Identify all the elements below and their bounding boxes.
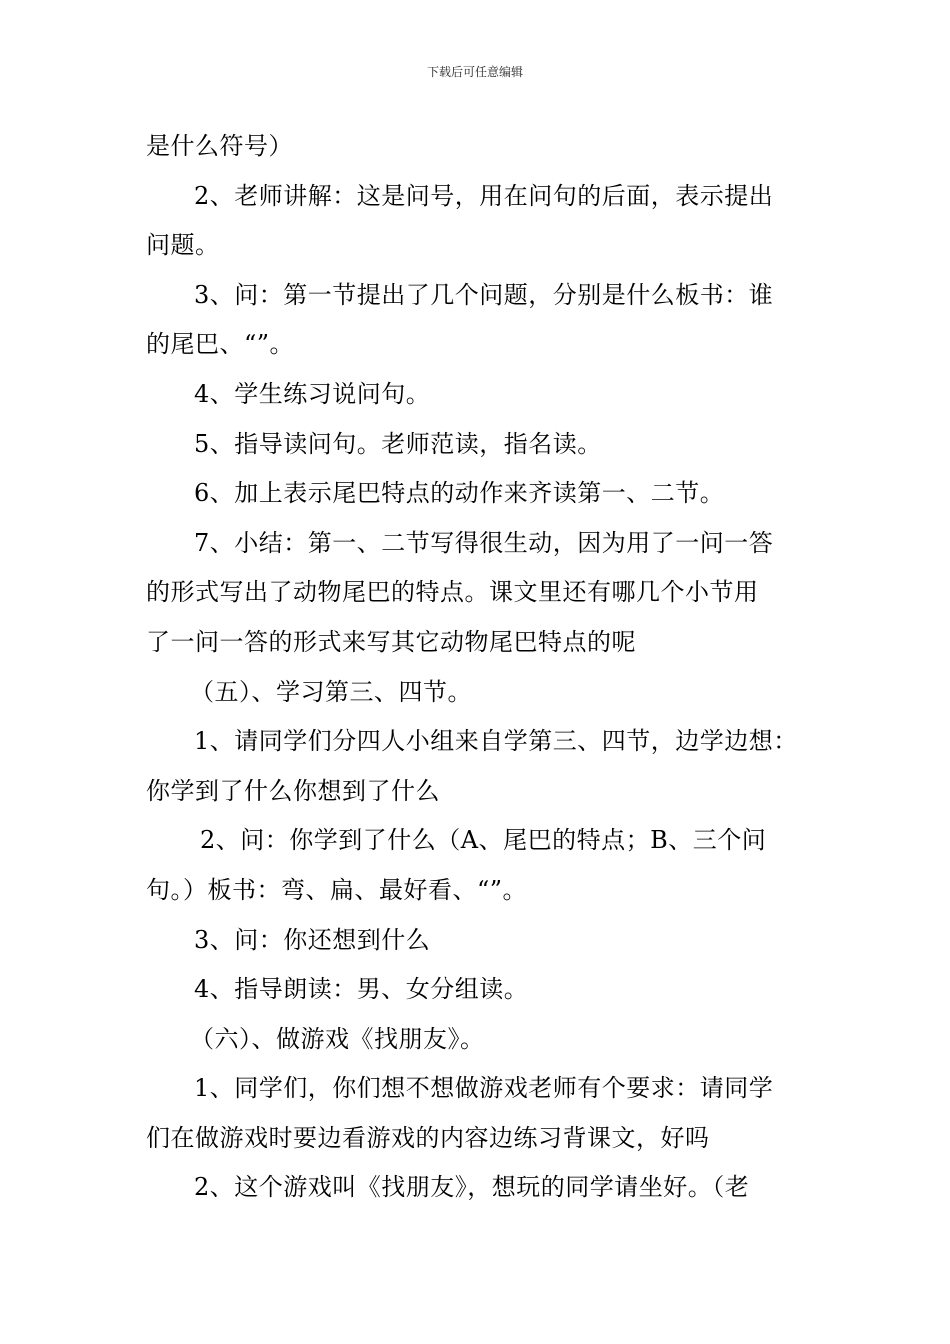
- text-line: 5、指导读问句。老师范读，指名读。: [194, 429, 602, 458]
- text-line: 1、请同学们分四人小组来自学第三、四节，边学边想：: [194, 727, 798, 756]
- text-line: 4、学生练习说问句。: [194, 379, 431, 408]
- section-heading: （五）、学习第三、四节。: [190, 677, 472, 706]
- text-line: 4、指导朗读：男、女分组读。: [194, 975, 529, 1004]
- text-line: 2、老师讲解：这是问号，用在问句的后面，表示提出: [194, 181, 774, 210]
- text-line: 的形式写出了动物尾巴的特点。课文里还有哪几个小节用: [146, 578, 759, 607]
- text-line: 你学到了什么你想到了什么: [146, 776, 440, 805]
- text-line: 是什么符号）: [146, 132, 293, 160]
- text-line: 的尾巴、“”。: [146, 330, 295, 359]
- text-line: 2、这个游戏叫《找朋友》，想玩的同学请坐好。（老: [194, 1173, 750, 1202]
- text-line: 7、小结：第一、二节写得很生动，因为用了一问一答: [194, 528, 774, 557]
- text-line: 1、同学们，你们想不想做游戏老师有个要求：请同学: [194, 1074, 774, 1103]
- document-body: [146, 122, 826, 1213]
- section-heading: （六）、做游戏《找朋友》。: [190, 1024, 485, 1053]
- text-line: 6、加上表示尾巴特点的动作来齐读第一、二节。: [194, 479, 725, 508]
- text-line: 们在做游戏时要边看游戏的内容边练习背课文，好吗: [146, 1123, 710, 1152]
- text-line: 2、问：你学到了什么（A、尾巴的特点；B、三个问: [200, 826, 767, 855]
- text-line: 句。）板书：弯、扁、最好看、“”。: [146, 875, 528, 904]
- text-line: 问题。: [146, 231, 220, 260]
- text-line: 3、问：你还想到什么: [194, 925, 431, 954]
- page-header: 下载后可任意编辑: [426, 65, 523, 79]
- text-line: 了一问一答的形式来写其它动物尾巴特点的呢: [146, 627, 636, 656]
- text-line: 3、问：第一节提出了几个问题，分别是什么板书：谁: [194, 280, 774, 309]
